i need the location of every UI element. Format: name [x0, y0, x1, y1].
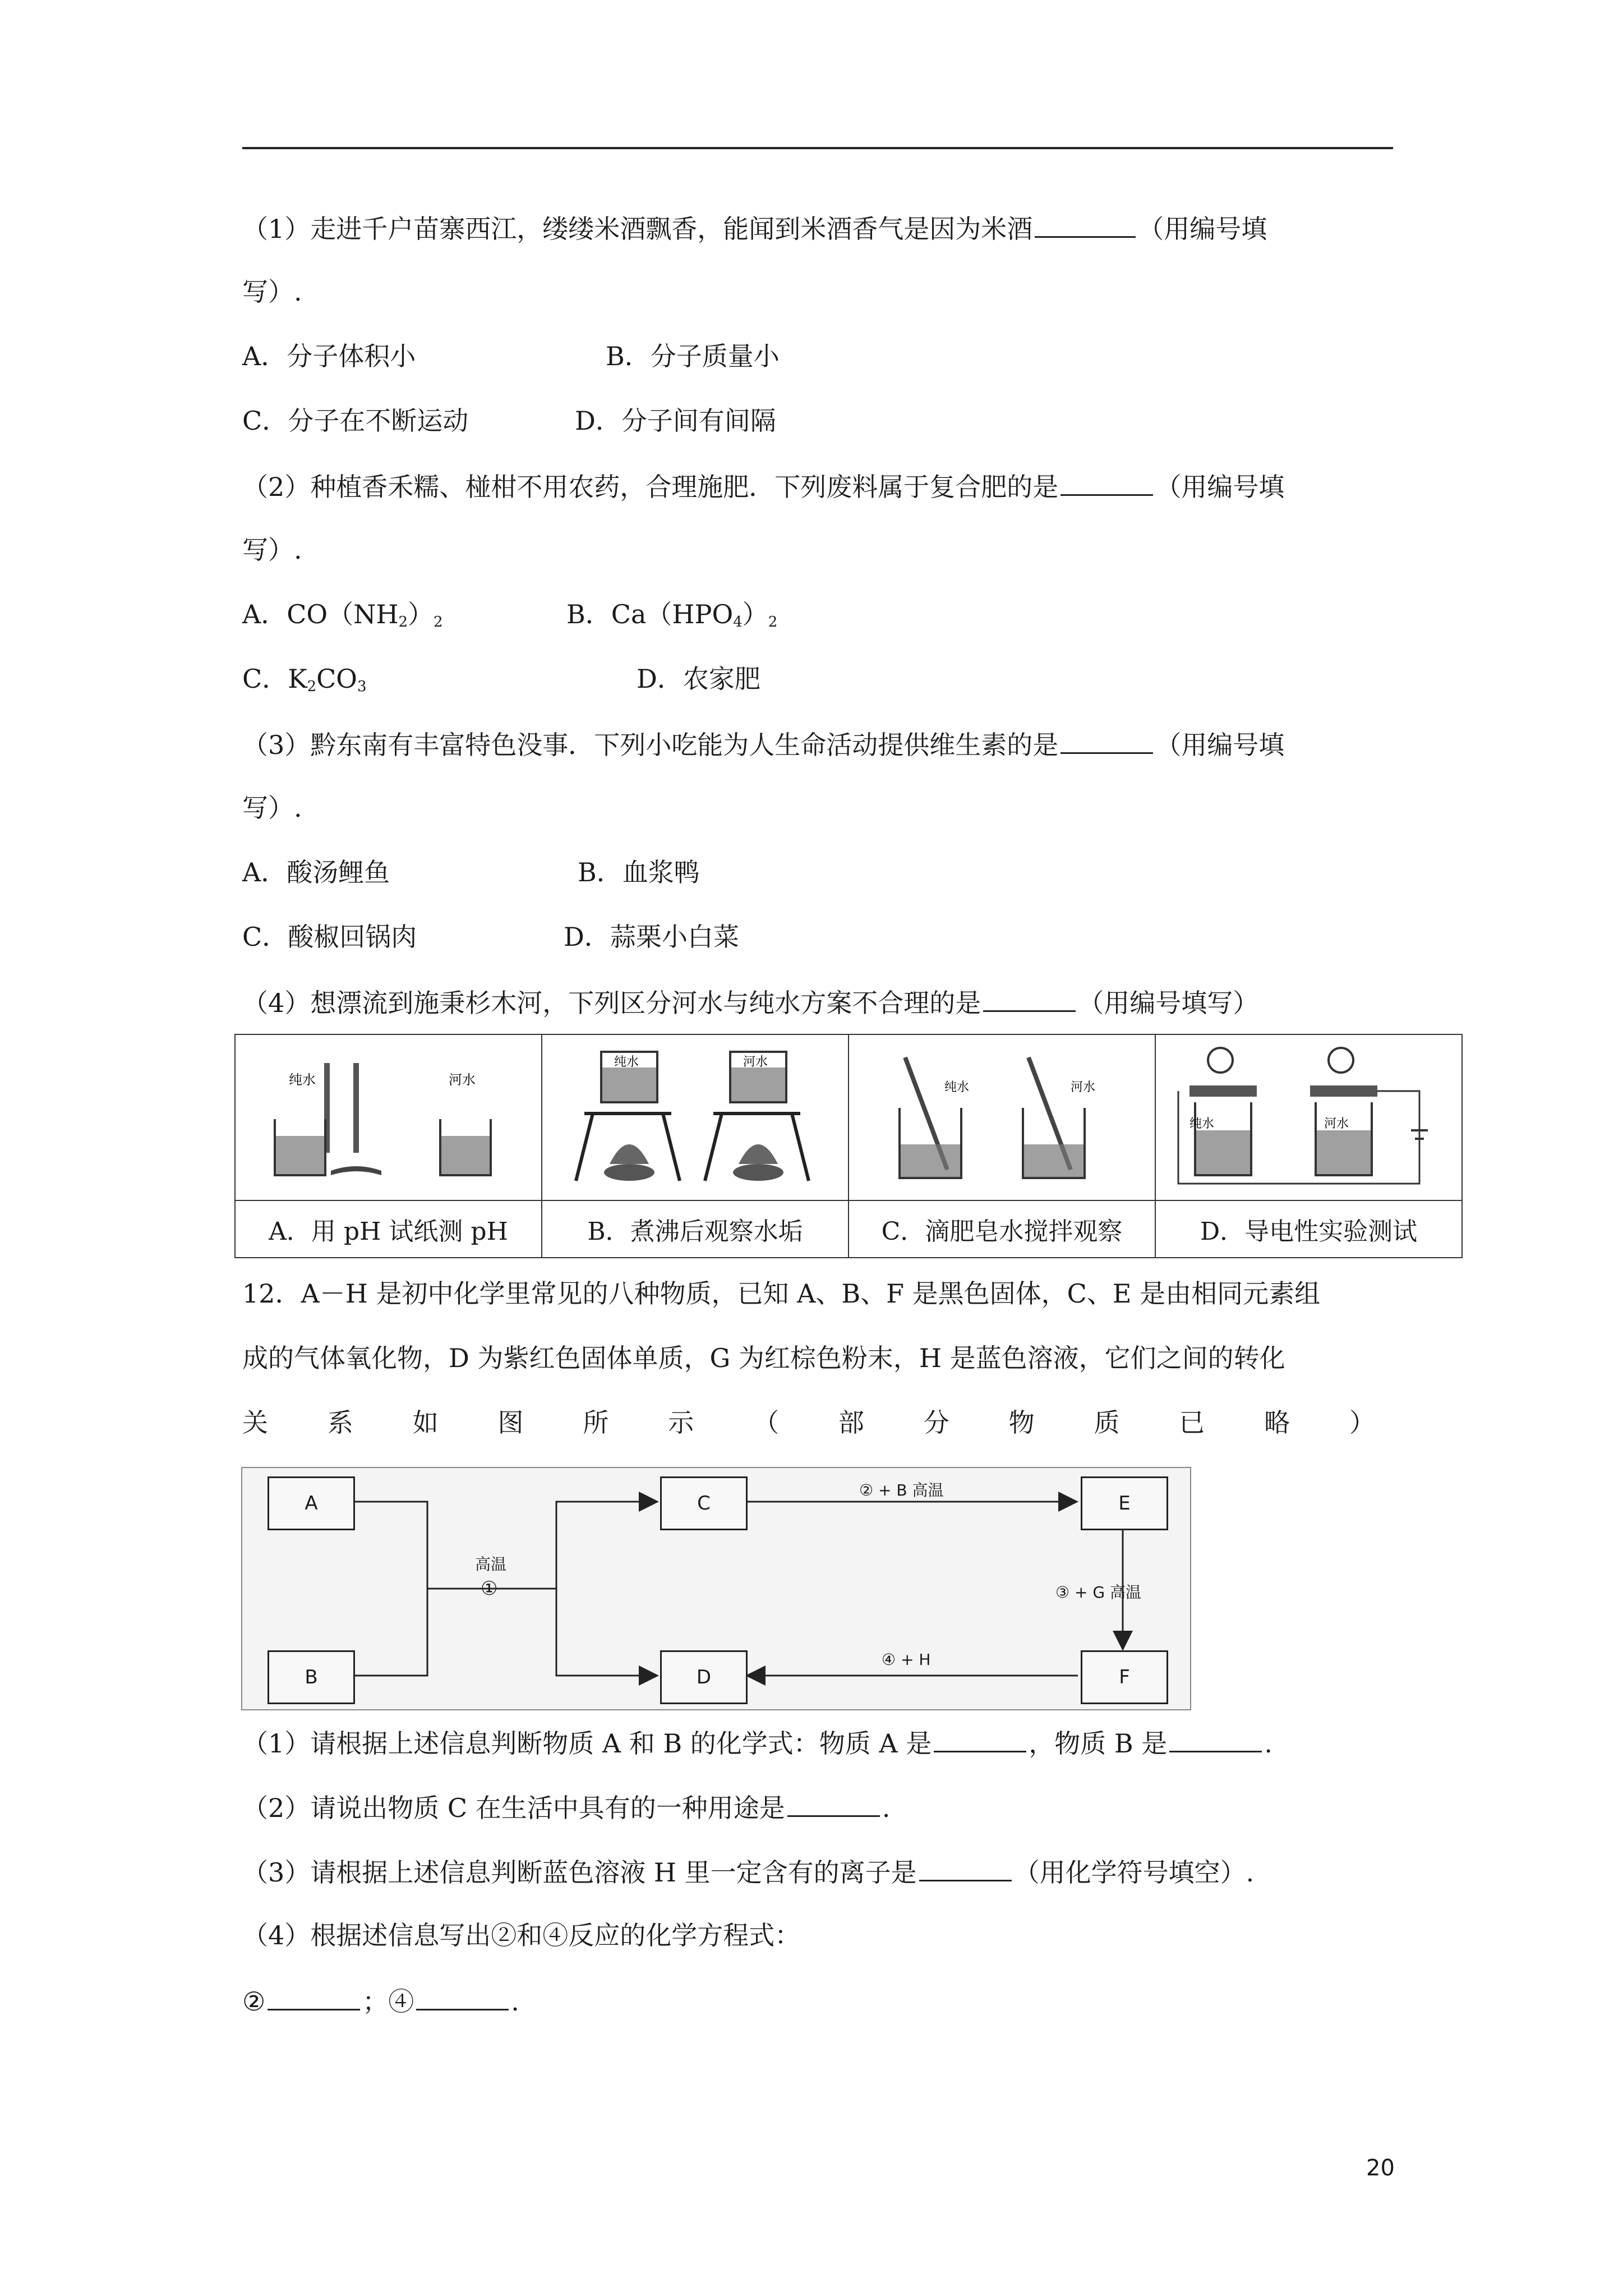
node-c: C [660, 1476, 748, 1530]
figure-soap-water [849, 1034, 1155, 1200]
q12-s5: ② ；④ . [242, 1983, 519, 2018]
q11-p3-option-b: B．血浆鸭 [578, 857, 700, 887]
bulb-left [1208, 1048, 1233, 1073]
svg-text:河水: 河水 [1071, 1080, 1096, 1094]
header-rule [242, 147, 1393, 149]
answer-blank[interactable] [1061, 726, 1153, 754]
svg-text:纯水: 纯水 [1189, 1117, 1215, 1131]
q11-p2-stem: （2）种植香禾糯、椪柑不用农药，合理施肥．下列废料属于复合肥的是 [242, 472, 1059, 502]
q11-p2-line1 [242, 468, 1284, 504]
q12-s3: （3）请根据上述信息判断蓝色溶液 H 里一定含有的离子是 （用化学符号填空）. [242, 1854, 1254, 1889]
svg-text:河水: 河水 [1324, 1117, 1349, 1131]
answer-blank-a[interactable] [934, 1725, 1026, 1752]
node-b: B [268, 1650, 355, 1704]
connector-ab [354, 1502, 427, 1676]
q11-p3-line1 [242, 726, 1284, 762]
arrow-to-d [556, 1589, 656, 1676]
q11-p1-hint: （用编号填 [1138, 214, 1267, 244]
caption-b: B．煮沸后观察水垢 [542, 1200, 849, 1258]
q11-p1-stem: （1）走进千户苗寨西江，缕缕米酒飘香，能闻到米酒香气是因为米酒 [242, 214, 1033, 244]
q11-p2-hint: （用编号填 [1155, 472, 1285, 502]
svg-text:河水: 河水 [743, 1055, 768, 1069]
q11-p1-option-b: B．分子质量小 [606, 341, 780, 371]
q11-p2-option-c: C．$K_2CO_3$ [242, 664, 367, 695]
q12-intro-line1: 12．A－H 是初中化学里常见的八种物质，已知 A、B、F 是黑色固体，C、E 是由相同元素组 [242, 1278, 1321, 1309]
label-pure-water: 纯水 [289, 1072, 316, 1088]
soap-water-illustration [849, 1035, 1155, 1198]
node-a: A [268, 1476, 355, 1530]
svg-text:纯水: 纯水 [614, 1055, 639, 1069]
figure-ph-test [235, 1034, 542, 1200]
svg-text:纯水: 纯水 [944, 1080, 970, 1094]
label-reaction-3: ③ + G 高温 [1055, 1583, 1141, 1602]
answer-blank[interactable] [983, 984, 1076, 1012]
answer-blank[interactable] [1035, 210, 1136, 238]
q12-intro-line2: 成的气体氧化物，D 为紫红色固体单质，G 为红棕色粉末，H 是蓝色溶液，它们之间的转化 [242, 1343, 1285, 1373]
node-f: F [1081, 1650, 1168, 1704]
q11-p3-option-a: A．酸汤鲤鱼 [242, 857, 390, 887]
answer-blank-c-use[interactable] [787, 1789, 880, 1817]
node-e: E [1081, 1476, 1168, 1530]
q11-p4-stem: （4）想漂流到施秉杉木河，下列区分河水与纯水方案不合理的是 [242, 988, 981, 1018]
q11-p3-stem: （3）黔东南有丰富特色没事．下列小吃能为人生命活动提供维生素的是 [242, 730, 1059, 760]
q11-p1-line2: 写）. [242, 277, 302, 307]
caption-d: D．导电性实验测试 [1155, 1200, 1462, 1258]
transformation-diagram [241, 1467, 1191, 1710]
q11-p2-option-b: B．$Ca(HPO_4)_2$ [566, 599, 778, 631]
ph-strip-right [353, 1063, 359, 1153]
figure-conductivity [1155, 1034, 1462, 1200]
page-number: 20 [1366, 2155, 1395, 2181]
node-d: D [660, 1650, 748, 1704]
q12-s2: （2）请说出物质 C 在生活中具有的一种用途是 . [242, 1789, 890, 1825]
q11-p1-option-d: D．分子间有间隔 [575, 406, 776, 436]
label-reaction-2: ② + B 高温 [859, 1481, 944, 1499]
q11-p3-option-d: D．蒜栗小白菜 [564, 922, 739, 952]
label-reaction-1-condition: 高温 [475, 1555, 507, 1573]
apparatus-table [234, 1034, 1463, 1258]
arrow-to-c [556, 1502, 656, 1589]
q11-p4-line1 [242, 984, 1258, 1020]
label-river-water: 河水 [449, 1072, 476, 1088]
conductivity-illustration [1156, 1035, 1461, 1198]
q11-p2-option-d: D．农家肥 [637, 664, 760, 694]
ph-test-illustration [236, 1035, 541, 1198]
q11-p3-hint: （用编号填 [1155, 730, 1285, 760]
q12-s4: （4）根据述信息写出②和④反应的化学方程式： [242, 1920, 801, 1950]
label-reaction-1: ① [481, 1577, 498, 1600]
bulb-right [1329, 1048, 1353, 1073]
boiling-illustration [542, 1035, 848, 1198]
q11-p3-line2: 写）. [242, 793, 302, 823]
color-card [331, 1166, 381, 1175]
q11-p3-option-c: C．酸椒回锅肉 [242, 922, 417, 952]
q11-p1-option-a: A．分子体积小 [242, 341, 416, 371]
answer-blank-eq4[interactable] [416, 1983, 509, 2010]
q12-intro-line3: 关 系 如 图 所 示 （ 部 分 物 质 已 略 ） [242, 1407, 1375, 1438]
q11-p2-line2: 写）. [242, 535, 302, 565]
q11-p2-option-a: A．$CO(NH_2)_2$ [242, 599, 443, 631]
q12-s1: （1）请根据上述信息判断物质 A 和 B 的化学式：物质 A 是 ，物质 B 是 . [242, 1725, 1272, 1760]
answer-blank-ion[interactable] [919, 1854, 1012, 1881]
caption-a: A．用 pH 试纸测 pH [235, 1200, 542, 1258]
label-reaction-4: ④ + H [882, 1650, 931, 1669]
caption-c: C．滴肥皂水搅拌观察 [849, 1200, 1155, 1258]
figure-boiling [542, 1034, 849, 1200]
answer-blank[interactable] [1061, 468, 1153, 496]
answer-blank-b[interactable] [1169, 1725, 1262, 1752]
q11-p1-line1 [242, 210, 1267, 246]
q11-p4-hint: （用编号填写） [1078, 988, 1259, 1018]
q11-p1-option-c: C．分子在不断运动 [242, 406, 469, 436]
answer-blank-eq2[interactable] [268, 1983, 360, 2010]
